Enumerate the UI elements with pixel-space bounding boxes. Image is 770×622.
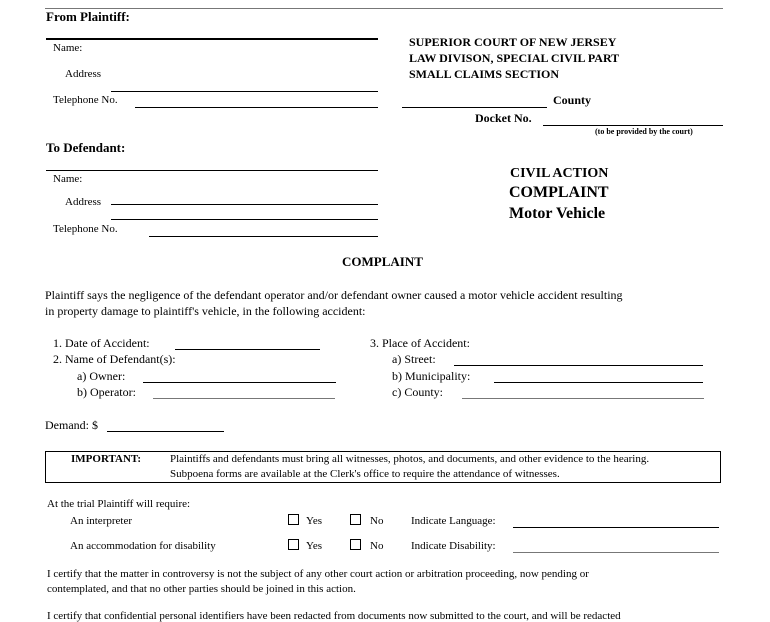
top-rule <box>45 8 723 9</box>
complaint-heading: COMPLAINT <box>342 254 423 269</box>
plaintiff-address-line[interactable] <box>111 91 378 92</box>
plaintiff-heading: From Plaintiff: <box>46 9 130 24</box>
accommodation-no-checkbox[interactable] <box>350 539 361 550</box>
complaint-intro-line-2: in property damage to plaintiff's vehicle, in the following accident: <box>45 304 366 318</box>
item-date-label: 1. Date of Accident: <box>53 336 150 350</box>
county-of-accident-line[interactable] <box>462 398 704 399</box>
accommodation-no-label: No <box>370 540 384 552</box>
date-of-accident-line[interactable] <box>175 349 320 350</box>
demand-label: Demand: $ <box>45 418 98 432</box>
plaintiff-telephone-label: Telephone No. <box>53 94 118 106</box>
demand-line[interactable] <box>107 431 224 432</box>
plaintiff-telephone-line[interactable] <box>135 107 378 108</box>
interpreter-no-label: No <box>370 515 384 527</box>
owner-line[interactable] <box>143 382 336 383</box>
docket-label: Docket No. <box>475 111 532 125</box>
item-operator-label: b) Operator: <box>77 385 136 399</box>
notice-line-2: Subpoena forms are available at the Clerk's office to require the attendance of witnesses. <box>170 468 560 480</box>
operator-line[interactable] <box>153 398 335 399</box>
street-line[interactable] <box>454 365 703 366</box>
defendant-name-label: Name: <box>53 173 83 185</box>
defendant-address-line-2[interactable] <box>111 219 378 220</box>
language-label: Indicate Language: <box>411 515 496 527</box>
docket-note: (to be provided by the court) <box>595 127 693 136</box>
certify-line-2: contemplated, and that no other parties should be joined in this action. <box>47 583 356 595</box>
plaintiff-name-label: Name: <box>53 42 83 54</box>
certify-line-3: I certify that confidential personal identifiers have been redacted from documents now submitted to the court, and will be redacted <box>47 610 621 622</box>
item-place-label: 3. Place of Accident: <box>370 336 470 350</box>
action-line-1: CIVIL ACTION <box>510 166 609 181</box>
defendant-address-label: Address <box>65 196 102 208</box>
certify-line-1: I certify that the matter in controversy is not the subject of any other court action or arbitration proceeding, now pending or <box>47 568 589 580</box>
county-label: County <box>553 93 592 107</box>
action-line-2: COMPLAINT <box>509 184 609 201</box>
court-line-3: SMALL CLAIMS SECTION <box>409 67 560 81</box>
defendant-heading-rule <box>46 170 378 171</box>
item-municipality-label: b) Municipality: <box>392 369 471 383</box>
item-owner-label: a) Owner: <box>77 369 126 383</box>
accommodation-yes-checkbox[interactable] <box>288 539 299 550</box>
item-street-label: a) Street: <box>392 352 436 366</box>
plaintiff-heading-rule <box>46 38 378 40</box>
defendant-heading: To Defendant: <box>46 140 126 155</box>
interpreter-yes-label: Yes <box>306 515 323 527</box>
notice-line-1: Plaintiffs and defendants must bring all witnesses, photos, and documents, and other evidence to the hearing. <box>170 453 650 465</box>
county-line[interactable] <box>402 107 547 108</box>
disability-label: Indicate Disability: <box>411 540 496 552</box>
interpreter-no-checkbox[interactable] <box>350 514 361 525</box>
plaintiff-address-label: Address <box>65 68 102 80</box>
interpreter-label: An interpreter <box>70 515 132 527</box>
accommodation-label: An accommodation for disability <box>70 540 216 552</box>
item-defendants-label: 2. Name of Defendant(s): <box>53 352 176 366</box>
defendant-address-line-1[interactable] <box>111 204 378 205</box>
trial-intro: At the trial Plaintiff will require: <box>47 498 191 510</box>
defendant-telephone-label: Telephone No. <box>53 223 118 235</box>
defendant-telephone-line[interactable] <box>149 236 378 237</box>
docket-line[interactable] <box>543 125 723 126</box>
disability-line[interactable] <box>513 552 719 553</box>
action-line-3: Motor Vehicle <box>509 205 606 222</box>
complaint-intro-line-1: Plaintiff says the negligence of the defendant operator and/or defendant owner caused a motor vehicle accident resulting <box>45 288 623 302</box>
interpreter-yes-checkbox[interactable] <box>288 514 299 525</box>
item-county-label: c) County: <box>392 385 443 399</box>
municipality-line[interactable] <box>494 382 703 383</box>
court-line-1: SUPERIOR COURT OF NEW JERSEY <box>409 35 617 49</box>
court-line-2: LAW DIVISON, SPECIAL CIVIL PART <box>409 51 620 65</box>
language-line[interactable] <box>513 527 719 528</box>
notice-label: IMPORTANT: <box>71 453 142 465</box>
accommodation-yes-label: Yes <box>306 540 323 552</box>
